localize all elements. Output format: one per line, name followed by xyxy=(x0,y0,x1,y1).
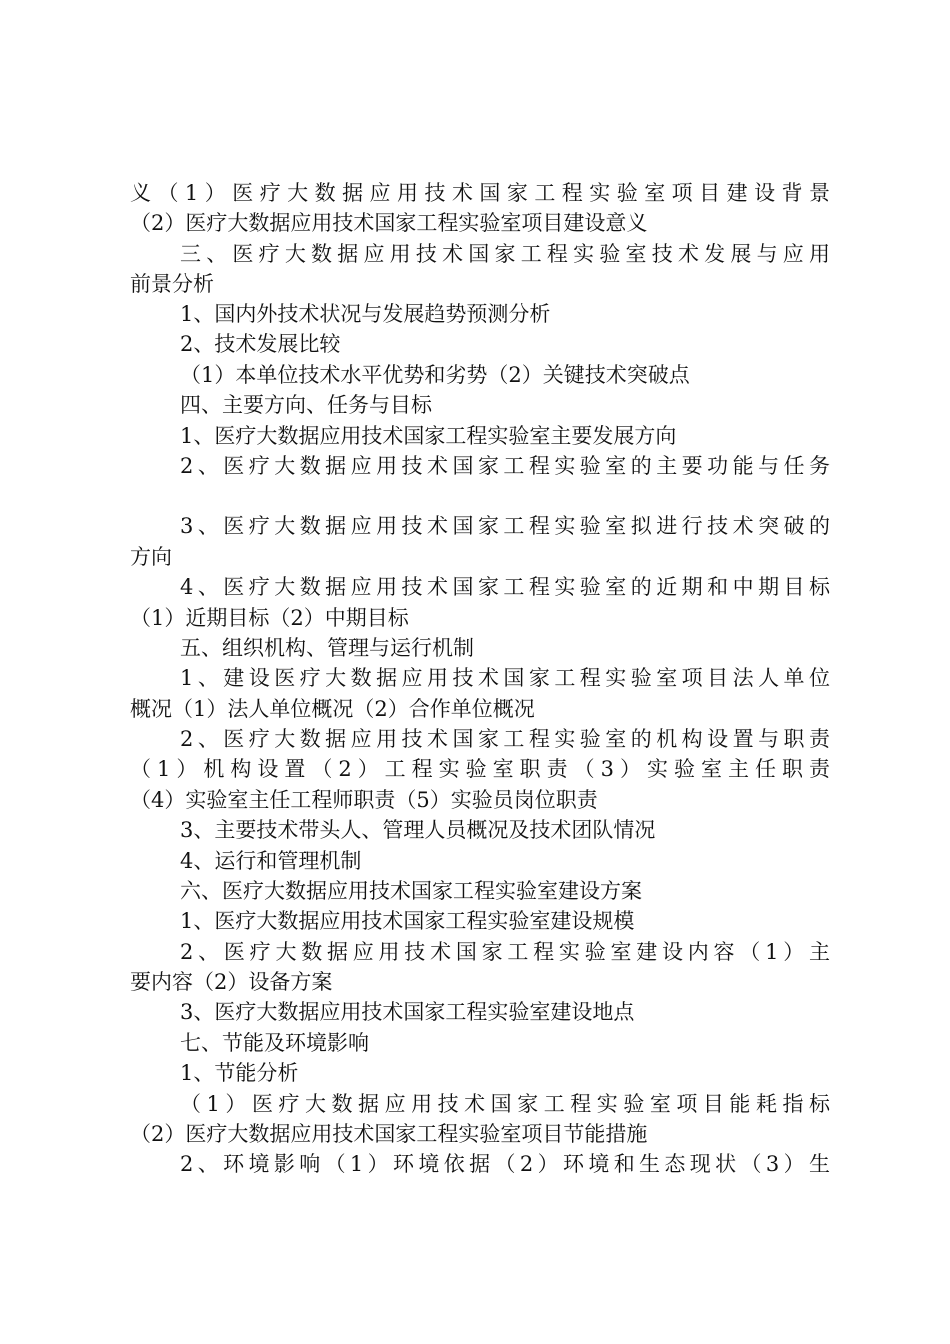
text-line: （2）医疗大数据应用技术国家工程实验室项目节能措施 xyxy=(130,1122,648,1146)
text-line: 方向 xyxy=(130,545,172,569)
text-line: 4、医疗大数据应用技术国家工程实验室的近期和中期目标 xyxy=(180,575,830,599)
text-line: （1）机构设置（2）工程实验室职责（3）实验室主任职责 xyxy=(130,757,830,781)
text-line: 1、医疗大数据应用技术国家工程实验室主要发展方向 xyxy=(180,424,677,448)
text-line: 2、医疗大数据应用技术国家工程实验室的机构设置与职责 xyxy=(180,727,830,751)
text-line: 3、主要技术带头人、管理人员概况及技术团队情况 xyxy=(180,818,656,842)
section-heading-continued: 前景分析 xyxy=(130,272,214,296)
text-line: 1、国内外技术状况与发展趋势预测分析 xyxy=(180,302,551,326)
text-line: 义（1）医疗大数据应用技术国家工程实验室项目建设背景 xyxy=(130,181,830,205)
text-line: （2）医疗大数据应用技术国家工程实验室项目建设意义 xyxy=(130,211,648,235)
text-line: 2、环境影响（1）环境依据（2）环境和生态现状（3）生 xyxy=(180,1152,830,1176)
text-line: 3、医疗大数据应用技术国家工程实验室建设地点 xyxy=(180,1000,635,1024)
text-line: 2、技术发展比较 xyxy=(180,332,341,356)
text-line: 4、运行和管理机制 xyxy=(180,849,362,873)
section-heading: 五、组织机构、管理与运行机制 xyxy=(180,636,474,660)
text-line: 1、节能分析 xyxy=(180,1061,299,1085)
section-heading: 四、主要方向、任务与目标 xyxy=(180,393,432,417)
text-line: 1、医疗大数据应用技术国家工程实验室建设规模 xyxy=(180,909,635,933)
text-line: 3、医疗大数据应用技术国家工程实验室拟进行技术突破的 xyxy=(180,514,830,538)
text-line: （1）近期目标（2）中期目标 xyxy=(130,606,409,630)
text-line: 要内容（2）设备方案 xyxy=(130,970,333,994)
text-line: （1）本单位技术水平优势和劣势（2）关键技术突破点 xyxy=(180,363,690,387)
text-line: 概况（1）法人单位概况（2）合作单位概况 xyxy=(130,697,535,721)
section-heading: 三、医疗大数据应用技术国家工程实验室技术发展与应用 xyxy=(180,242,830,266)
section-heading: 六、医疗大数据应用技术国家工程实验室建设方案 xyxy=(180,879,642,903)
text-line: 2、医疗大数据应用技术国家工程实验室的主要功能与任务 xyxy=(180,454,830,478)
text-line: 2、医疗大数据应用技术国家工程实验室建设内容（1）主 xyxy=(180,940,830,964)
text-line: （4）实验室主任工程师职责（5）实验员岗位职责 xyxy=(130,788,598,812)
text-line: （1）医疗大数据应用技术国家工程实验室项目能耗指标 xyxy=(180,1092,830,1116)
section-heading: 七、节能及环境影响 xyxy=(180,1031,369,1055)
text-line: 1、建设医疗大数据应用技术国家工程实验室项目法人单位 xyxy=(180,666,830,690)
